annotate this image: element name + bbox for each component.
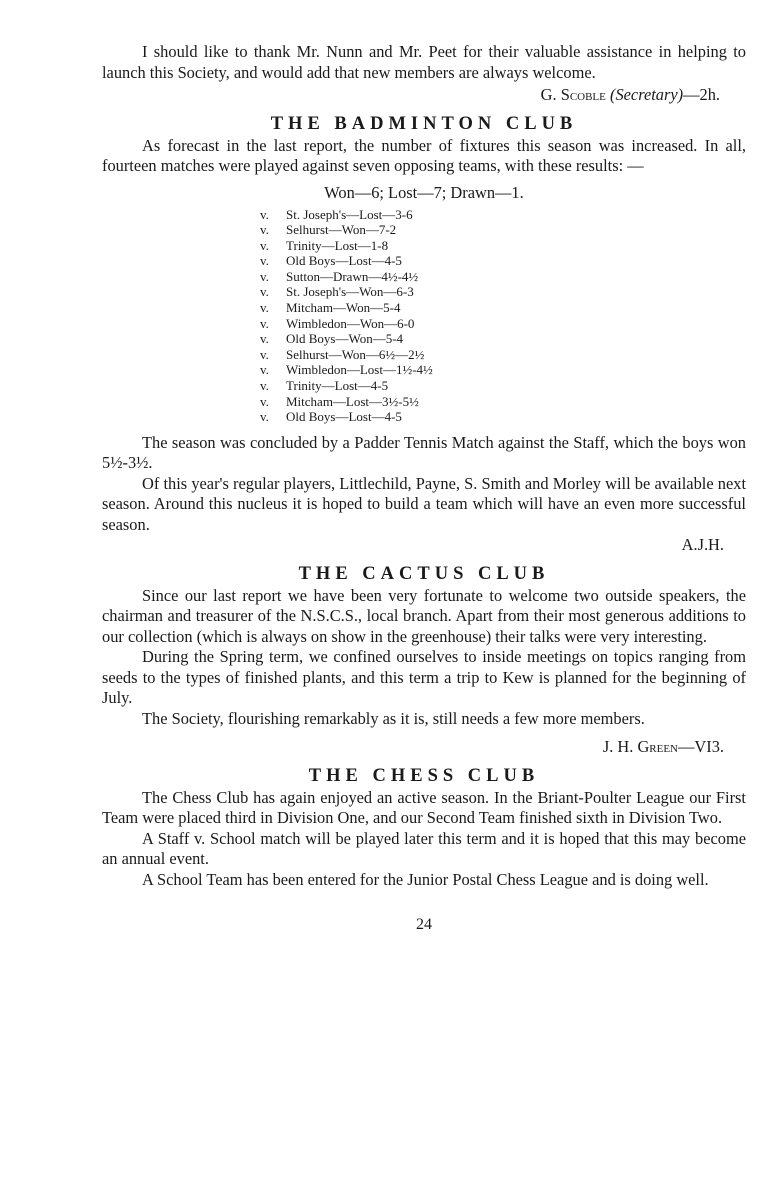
fixture-row: v. Selhurst—Won—7-2 xyxy=(260,222,397,238)
badminton-heading: THE BADMINTON CLUB xyxy=(270,113,578,134)
badminton-players-paragraph: Of this year's regular players, Littlechild, Payne, S. Smith and Morley will be available next season. Around this nucleus it is hoped to build a team which will have an even more successful season. xyxy=(102,473,746,534)
intro-signature-role: (Secretary) xyxy=(610,85,684,104)
badminton-results-summary: Won—6; Lost—7; Drawn—1. xyxy=(324,182,524,202)
fixture-row: v. Mitcham—Lost—3½-5½ xyxy=(260,393,419,409)
cactus-signature xyxy=(102,737,724,758)
chess-staff-match-paragraph: A Staff v. School match will be played later this term and it is hoped that this may become an annual event. xyxy=(102,828,746,869)
fixture-row: v. Old Boys—Lost—4-5 xyxy=(260,253,402,269)
badminton-padder-paragraph: The season was concluded by a Padder Tennis Match against the Staff, which the boys won 5½-3½. xyxy=(102,432,746,473)
chess-postal-league-paragraph: A School Team has been entered for the Junior Postal Chess League and is doing well. xyxy=(142,869,709,889)
fixture-row: v. Trinity—Lost—1-8 xyxy=(260,237,389,253)
fixture-row: v. Trinity—Lost—4-5 xyxy=(260,378,389,394)
chess-heading: THE CHESS CLUB xyxy=(308,765,540,786)
fixtures-list xyxy=(260,207,746,425)
intro-paragraph: I should like to thank Mr. Nunn and Mr. Peet for their valuable assistance in helping to launch this Society, and would add that new members are always welcome. xyxy=(102,42,746,82)
fixture-row: v. Old Boys—Lost—4-5 xyxy=(260,409,402,425)
cactus-meetings-paragraph: During the Spring term, we confined ourselves to inside meetings on topics ranging from seeds to the types of finished plants, and this term a trip to Kew is planned for the beginning of July. xyxy=(102,647,746,708)
chess-season-paragraph: The Chess Club has again enjoyed an active season. In the Briant-Poulter League our First Team were placed third in Division One, and our Second Team finished sixth in Division Two. xyxy=(102,787,746,828)
fixture-row: v. St. Joseph's—Won—6-3 xyxy=(260,284,414,300)
badminton-signature: A.J.H. xyxy=(681,535,724,555)
intro-signature-form: —2h. xyxy=(683,85,720,104)
fixture-row: v. Wimbledon—Lost—1½-4½ xyxy=(260,362,433,378)
document-page xyxy=(102,42,746,934)
cactus-heading: THE CACTUS CLUB xyxy=(298,563,550,584)
cactus-signature-form: —VI3. xyxy=(678,737,724,757)
intro-signature-name: G. Scoble xyxy=(540,85,606,104)
cactus-signature-name: J. H. Green xyxy=(602,737,679,757)
fixture-row: v. Old Boys—Won—5-4 xyxy=(260,331,404,347)
intro-signature xyxy=(102,85,720,106)
badminton-intro-paragraph: As forecast in the last report, the number of fixtures this season was increased. In all, fourteen matches were played against seven opposing teams, with these results: — xyxy=(102,135,746,175)
fixture-row: v. Wimbledon—Won—6-0 xyxy=(260,315,415,331)
fixture-row: v. Sutton—Drawn—4½-4½ xyxy=(260,268,419,284)
page-number: 24 xyxy=(416,916,432,934)
fixture-row: v. Selhurst—Won—6½—2½ xyxy=(260,346,425,362)
fixture-row: v. Mitcham—Won—5-4 xyxy=(260,300,401,316)
cactus-members-paragraph: The Society, flourishing remarkably as it is, still needs a few more members. xyxy=(142,708,645,728)
fixture-row: v. St. Joseph's—Lost—3-6 xyxy=(260,206,413,222)
cactus-speakers-paragraph: Since our last report we have been very fortunate to welcome two outside speakers, the chairman and treasurer of the N.S.C.S., local branch. Apart from their most generous additions to our collection (which is always on show in the greenhouse) their talks were very interesting. xyxy=(102,585,746,646)
